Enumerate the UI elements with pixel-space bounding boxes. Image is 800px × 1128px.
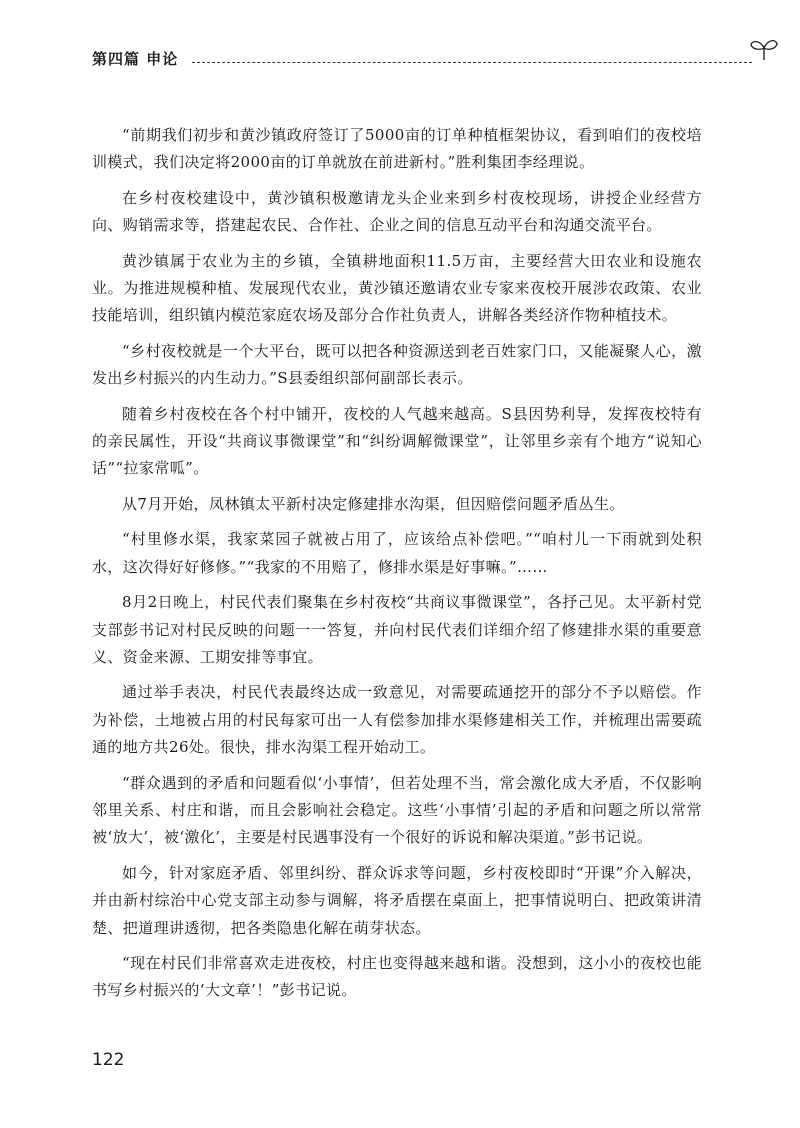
paragraph: 8月2日晚上，村民代表们聚集在乡村夜校“共商议事微课堂”，各抒己见。太平新村党支部彭书记对村民反映的问题一一答复，并向村民代表们详细介绍了修建排水渠的重要意义、资金来源、工期安排等事宜。 [92,593,702,666]
chapter-title: 第四篇 申论 [92,50,179,68]
page-header [92,44,702,74]
sprout-icon [749,36,779,62]
paragraph: 随着乡村夜校在各个村中铺开，夜校的人气越来越高。S县因势利导，发挥夜校特有的亲民属性，开设“共商议事微课堂”和“纠纷调解微课堂”，让邻里乡亲有个地方“说知心话”“拉家常呱”。 [92,404,702,478]
paragraph: 黄沙镇属于农业为主的乡镇，全镇耕地面积11.5万亩，主要经营大田农业和设施农业。为推进规模种植、发展现代农业，黄沙镇还邀请农业专家来夜校开展涉农政策、农业技能培训，组织镇内模范家庭农场及部分合作社负责人，讲解各类经济作物种植技术。 [92,251,702,325]
paragraph: 在乡村夜校建设中，黄沙镇积极邀请龙头企业来到乡村夜校现场，讲授企业经营方向、购销需求等，搭建起农民、合作社、企业之间的信息互动平台和沟通交流平台。 [92,188,702,235]
paragraph: 如今，针对家庭矛盾、邻里纠纷、群众诉求等问题，乡村夜校即时“开课”介入解决，并由新村综治中心党支部主动参与调解，将矛盾摆在桌面上，把事情说明白、把政策讲清楚、把道理讲透彻，把各类隐患化解在萌芽状态。 [92,863,702,937]
header-divider [192,62,752,63]
paragraph: 从7月开始，凤林镇太平新村决定修建排水沟渠，但因赔偿问题矛盾丛生。 [122,494,625,513]
paragraph: “现在村民们非常喜欢走进夜校，村庄也变得越来越和谐。没想到，这小小的夜校也能书写乡村振兴的‘大文章’！”彭书记说。 [92,953,702,1000]
paragraph: “群众遇到的矛盾和问题看似‘小事情’，但若处理不当，常会激化成大矛盾，不仅影响邻里关系、村庄和谐，而且会影响社会稳定。这些‘小事情’引起的矛盾和问题之所以常常被‘放大’，被‘激化’，主要是村民遇事没有一个很好的诉说和解决渠道。”彭书记说。 [92,773,702,847]
paragraph: 通过举手表决，村民代表最终达成一致意见，对需要疏通挖开的部分不予以赔偿。作为补偿，土地被占用的村民每家可出一人有偿参加排水渠修建相关工作，并梳理出需要疏通的地方共26处。很快，排水沟渠工程开始动工。 [92,683,702,757]
article-body [92,122,702,1013]
page-number: 122 [92,1050,125,1070]
paragraph: “乡村夜校就是一个大平台，既可以把各种资源送到老百姓家门口，又能凝聚人心，激发出乡村振兴的内生动力。”S县委组织部何副部长表示。 [92,341,702,388]
paragraph: “前期我们初步和黄沙镇政府签订了5000亩的订单种植框架协议，看到咱们的夜校培训模式，我们决定将2000亩的订单就放在前进新村。”胜利集团李经理说。 [92,126,702,172]
paragraph: “村里修水渠，我家菜园子就被占用了，应该给点补偿吧。”“咱村儿一下雨就到处积水，这次得好好修修。”“我家的不用赔了，修排水渠是好事嘛。”…… [92,530,702,576]
